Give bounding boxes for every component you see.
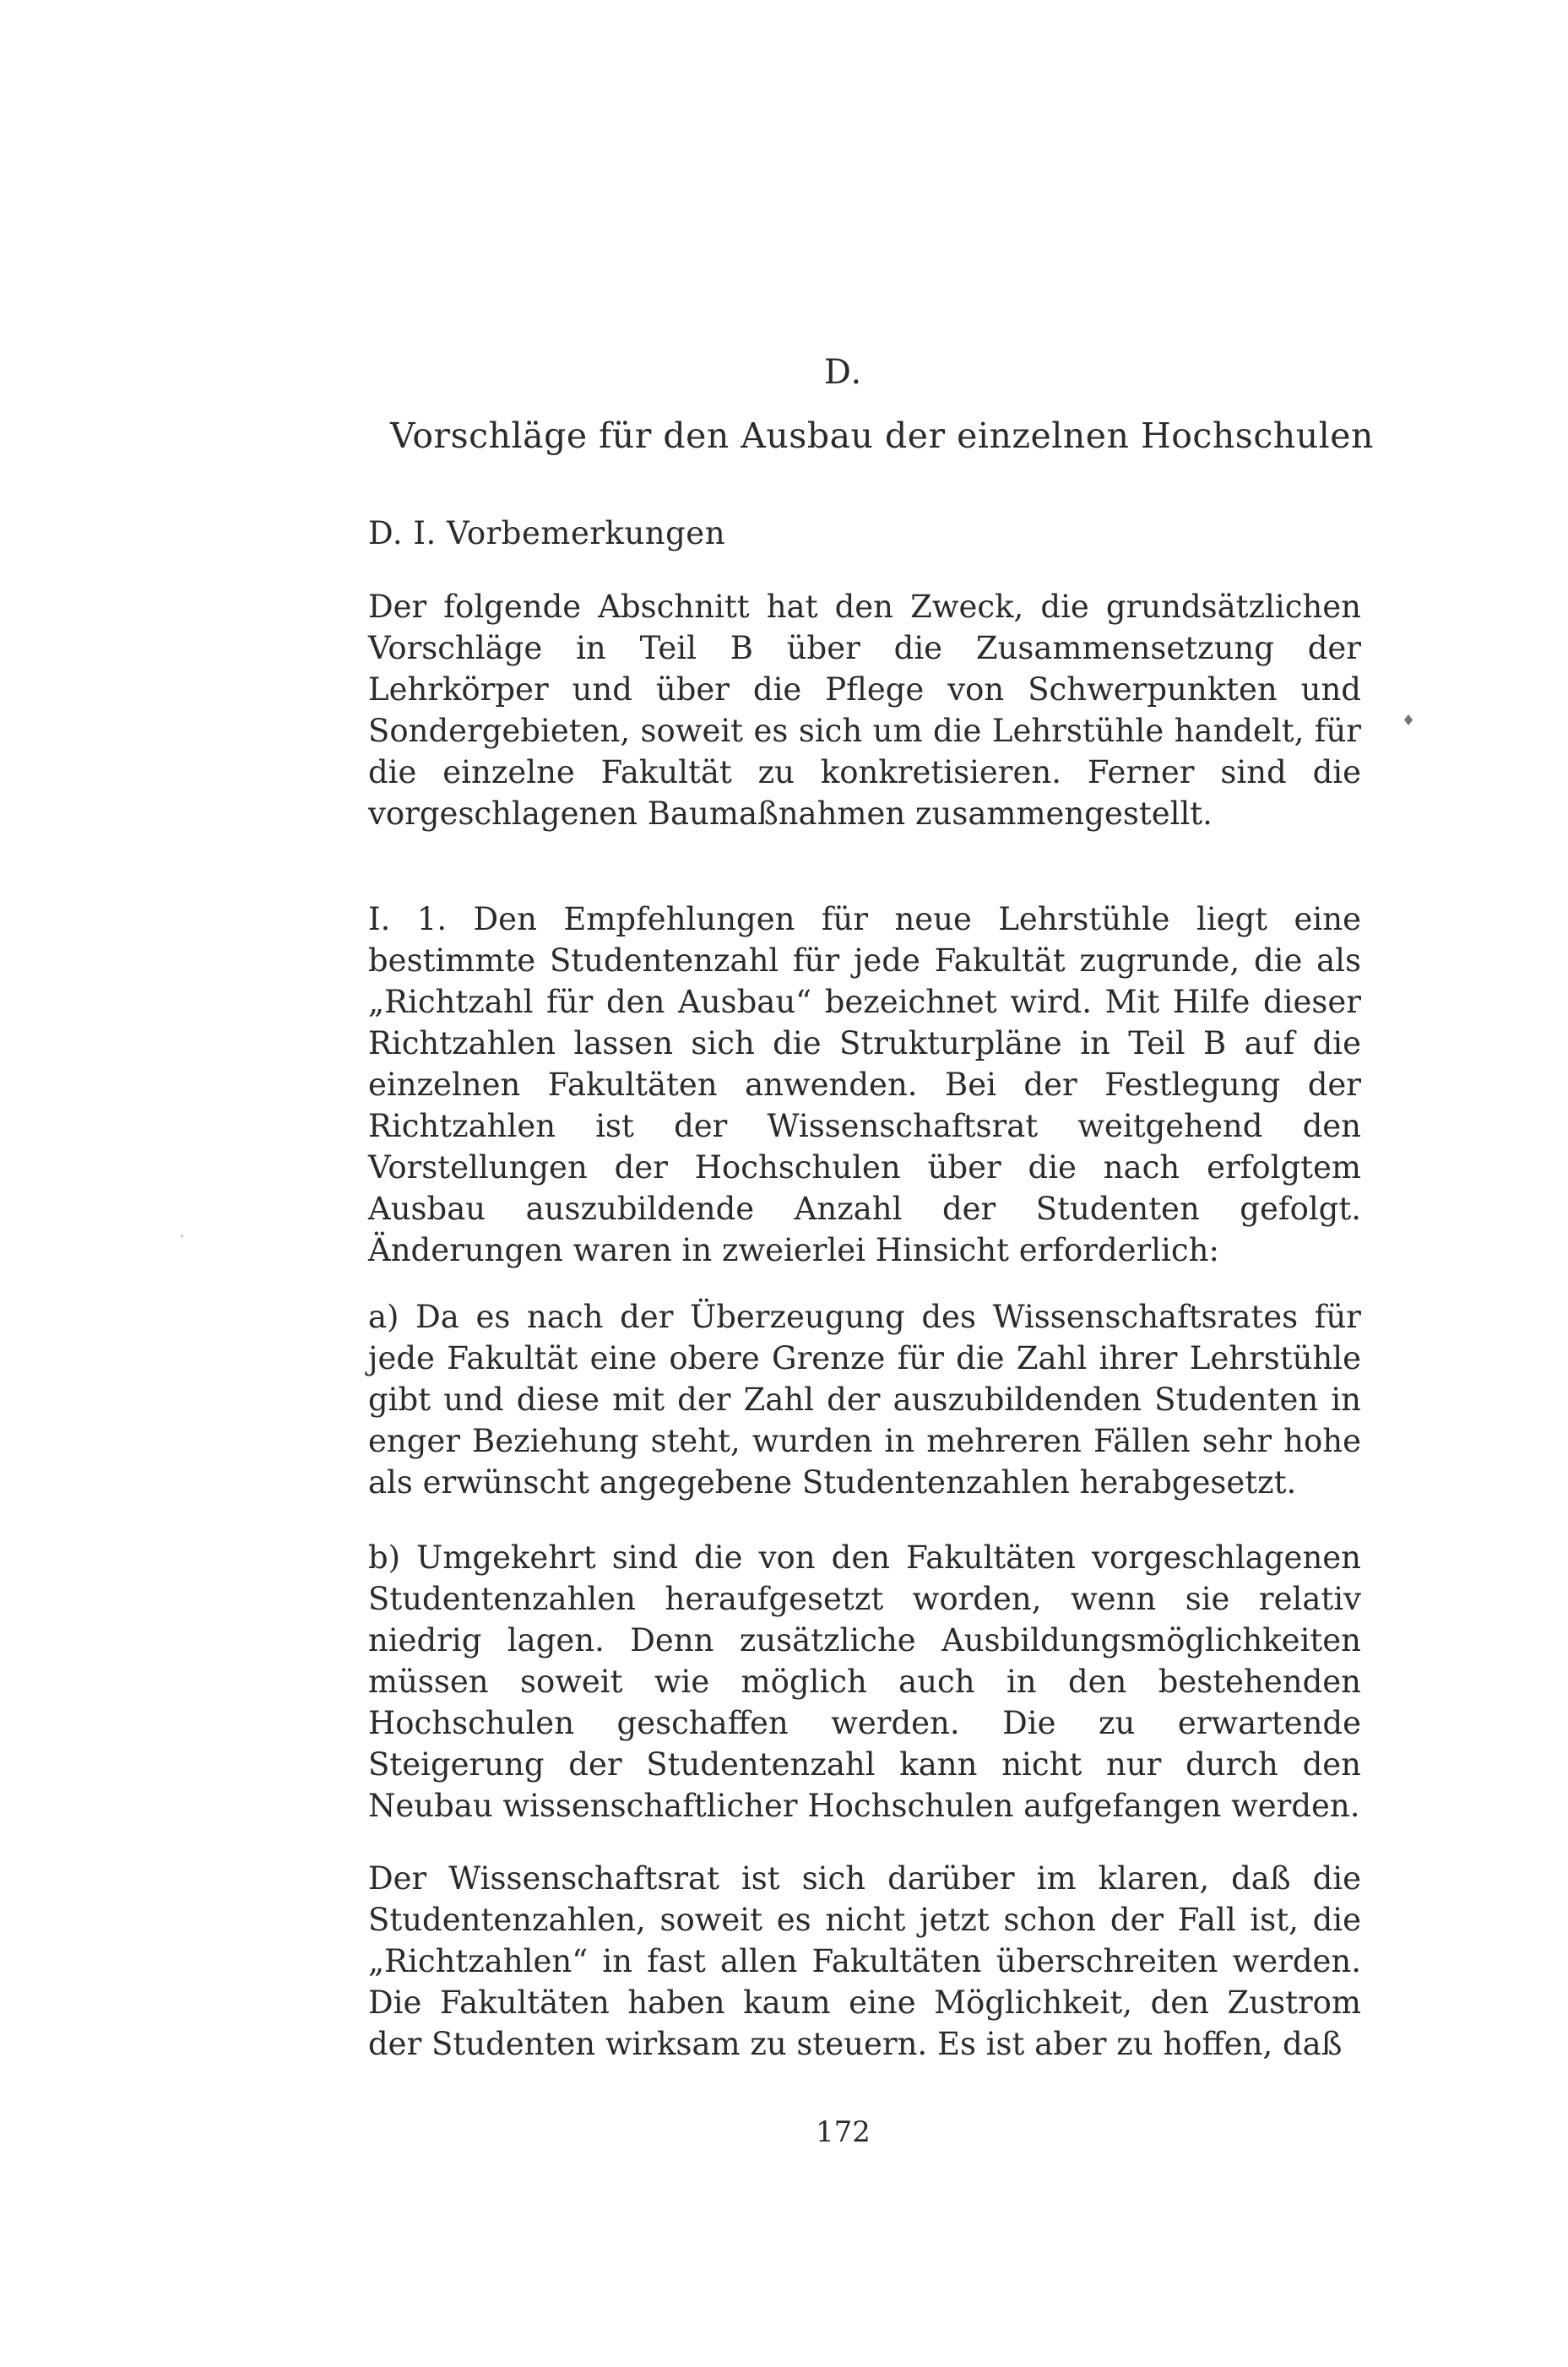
page-number: 172 [816,2115,871,2149]
chapter-title: Vorschläge für den Ausbau der einzelnen Hochschulen [390,415,1374,456]
margin-mark-icon: ♦ [1402,712,1416,730]
section-letter: D. [823,353,863,392]
paragraph-point-b: b) Umgekehrt sind die von den Fakultäten vorgeschlagenen Studentenzahlen heraufgesetzt worden, wenn sie relativ niedrig lagen. Denn zusätzliche Ausbildungsmöglichkeiten müssen soweit wie möglich auch in den bestehenden Hochschulen geschaffen werden. Die zu erwartende Steigerung der Studentenzahl kann nicht nur durch den Neubau wissenschaftlicher Hochschulen aufgefangen werden. [368,1539,1361,1824]
paragraph-intro: Der folgende Abschnitt hat den Zweck, die grundsätzlichen Vorschläge in Teil B über die Zusammensetzung der Lehrkörper und über die Pflege von Schwerpunkten und Sondergebieten, soweit es sich um die Lehrstühle handelt, für die einzelne Fakultät zu konkretisieren. Ferner sind die vorgeschlagenen Baumaßnahmen zusammengestellt. [368,589,1361,832]
paragraph-conclusion: Der Wissenschaftsrat ist sich darüber im klaren, daß die Studentenzahlen, soweit es nicht jetzt schon der Fall ist, die „Richtzahlen“ in fast allen Fakultäten überschreiten werden. Die Fakultäten haben kaum eine Möglichkeit, den Zustrom der Studenten wirksam zu steuern. Es ist aber zu hoffen, daß [368,1860,1361,2062]
paper-speck [181,1235,183,1237]
paragraph-point-a: a) Da es nach der Überzeugung des Wissenschaftsrates für jede Fakultät eine obere Grenze für die Zahl ihrer Lehrstühle gibt und diese mit der Zahl der auszubildenden Studenten in enger Beziehung steht, wurden in mehreren Fällen sehr hohe als erwünscht angegebene Studentenzahlen herabgesetzt. [368,1299,1361,1501]
subsection-heading: D. I. Vorbemerkungen [368,515,726,551]
paragraph-richtzahl: I. 1. Den Empfehlungen für neue Lehrstühle liegt eine bestimmte Studentenzahl für jede Fakultät zugrunde, die als „Richtzahl für den Ausbau“ bezeichnet wird. Mit Hilfe dieser Richtzahlen lassen sich die Strukturpläne in Teil B auf die einzelnen Fakultäten anwenden. Bei der Festlegung der Richtzahlen ist der Wissenschaftsrat weitgehend den Vorstellungen der Hochschulen über die nach erfolgtem Ausbau auszubildende Anzahl der Studenten gefolgt. Änderungen waren in zweierlei Hinsicht erforderlich: [368,901,1361,1268]
